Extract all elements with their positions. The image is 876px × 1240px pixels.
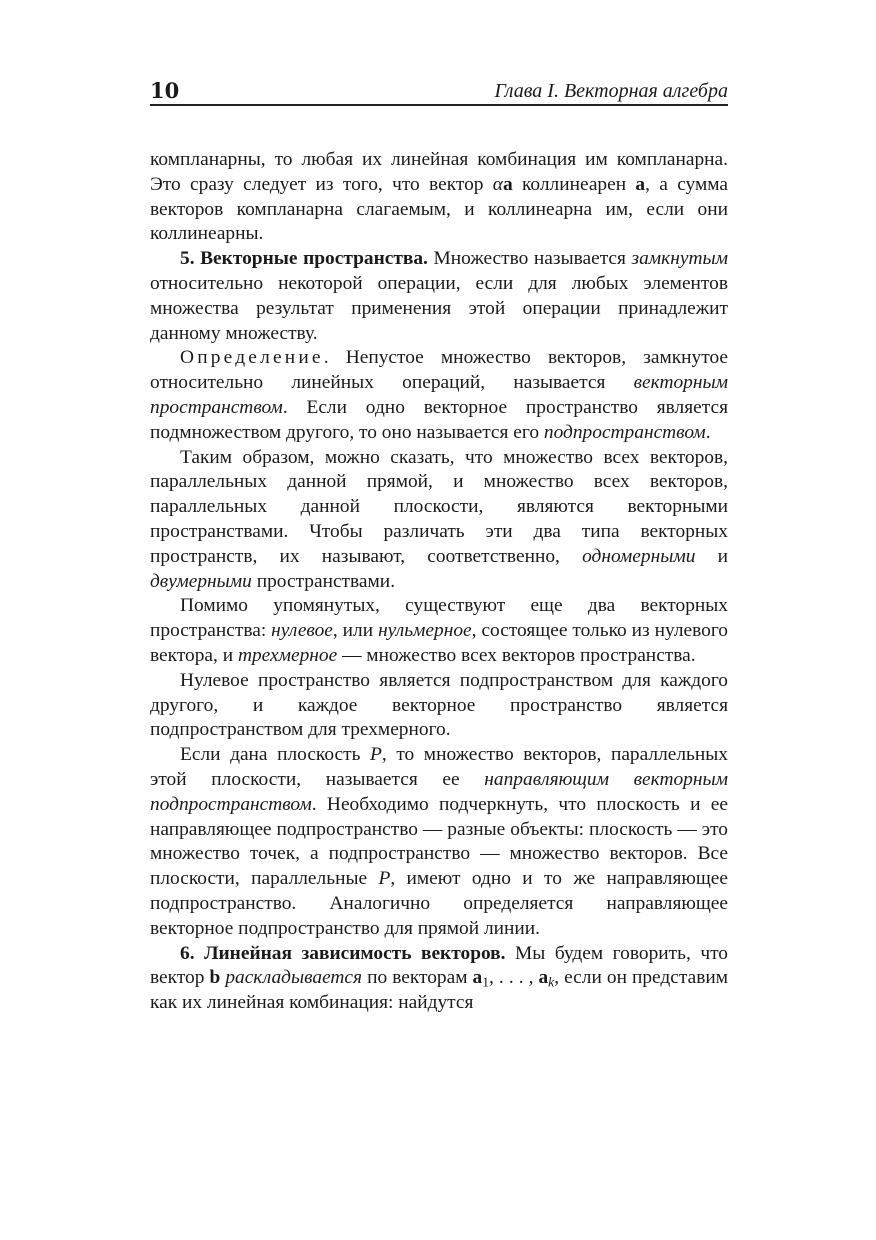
term-closed: замкнутым [631,248,728,270]
paragraph-zero-space [150,594,728,668]
vector-b: b [209,967,221,989]
plane-symbol: P [378,868,391,890]
chapter-title: Глава I. Векторная алгебра [494,80,728,102]
paragraph-direction-subspace [150,743,728,941]
subscript: 1 [482,974,490,990]
term-one-dimensional: одномерными [582,545,696,567]
text: Если дана плоскость [180,744,371,766]
text: . Необходимо подчеркнуть, что плоскость и ее направляющее подпространство — разные объекты: плоскость — это множество точек, а подпространство — множество векторов. Все плоскости, параллельные [150,793,728,890]
text: по векторам [362,967,473,989]
term-decomposes: раскладывается [225,967,363,989]
section-heading-vector-spaces: 5. Векторные пространства. [180,248,428,270]
definition-label: Определение [180,347,324,369]
text: , если он представим как их линейная комбинация: найдутся [150,967,728,1014]
term-direction-subspace: направляющим векторным подпространством [150,768,728,815]
vector-a: a [502,173,513,195]
vector-a: a [538,967,549,989]
term-zero-dimensional: нульмерное [378,620,472,642]
term-vector-space: векторным пространством [150,372,728,418]
text: коллинеарен [512,173,636,195]
text: Множество называется [427,248,632,270]
text: . Непустое множество векторов, замкнутое относительно линейных операций, называется [150,347,728,394]
text: , состоящее только из нулевого вектора, и [150,620,728,666]
paragraph-coplanar [150,148,728,247]
text: относительно некоторой операции, если для любых элементов множества результат применения этой операции принадлежит данному множеству. [150,272,728,344]
text: . [705,421,711,443]
paragraph-definition [150,346,728,445]
term-three-dimensional: трехмерное [237,644,338,666]
paragraph-dimensions [150,446,728,595]
alpha-symbol: α [492,173,503,195]
text: , то множество векторов, параллельных этой плоскости, называется ее [150,744,728,790]
page-number: 10 [150,78,180,103]
text: , имеют одно и то же направляющее подпространство. Аналогично определяется направляющее векторное подпространство для прямой линии. [150,868,728,939]
vector-a: a [635,173,646,195]
page-body [150,148,728,1016]
term-subspace: подпространством [543,421,706,443]
text: пространствами. [251,570,396,592]
paragraph-vector-spaces [150,247,728,346]
ellipsis: , . . . , [489,967,539,989]
paragraph-linear-dependence [150,942,728,1016]
text: Нулевое пространство является подпространством для каждого другого, и каждое векторное пространство является подпространством для трехмерного. [150,669,728,741]
text: , а сумма векторов компланарна слагаемым, и коллинеарна им, если они коллинеарны. [150,173,728,245]
plane-symbol: P [370,744,382,766]
text: Таким образом, можно сказать, что множество всех векторов, параллельных данной прямой, и множество всех векторов, параллельных данной плоскости, являются векторными пространствами. Чтобы различать эти два типа векторных пространств, их называют, соответственно, [150,446,728,567]
text: . Если одно векторное пространство является подмножеством другого, то оно называется его [150,396,728,443]
subscript: k [548,974,555,990]
text: компланарны, то любая их линейная комбинация им компланарна. Это сразу следует из того, что вектор [150,149,728,195]
section-heading-linear-dependence: 6. Линейная зависимость векторов. [180,942,506,964]
text: , или [332,620,379,642]
term-zero: нулевое [271,620,333,642]
text: — множество всех векторов пространства. [337,644,696,666]
text: Помимо упомянутых, существуют еще два векторных пространства: [150,595,728,642]
text: Мы будем говорить, что вектор [150,942,728,989]
term-two-dimensional: двумерными [150,570,252,592]
paragraph-subspace-relation [150,669,728,743]
running-head [150,76,728,106]
vector-a: a [472,967,483,989]
text: и [695,545,728,567]
